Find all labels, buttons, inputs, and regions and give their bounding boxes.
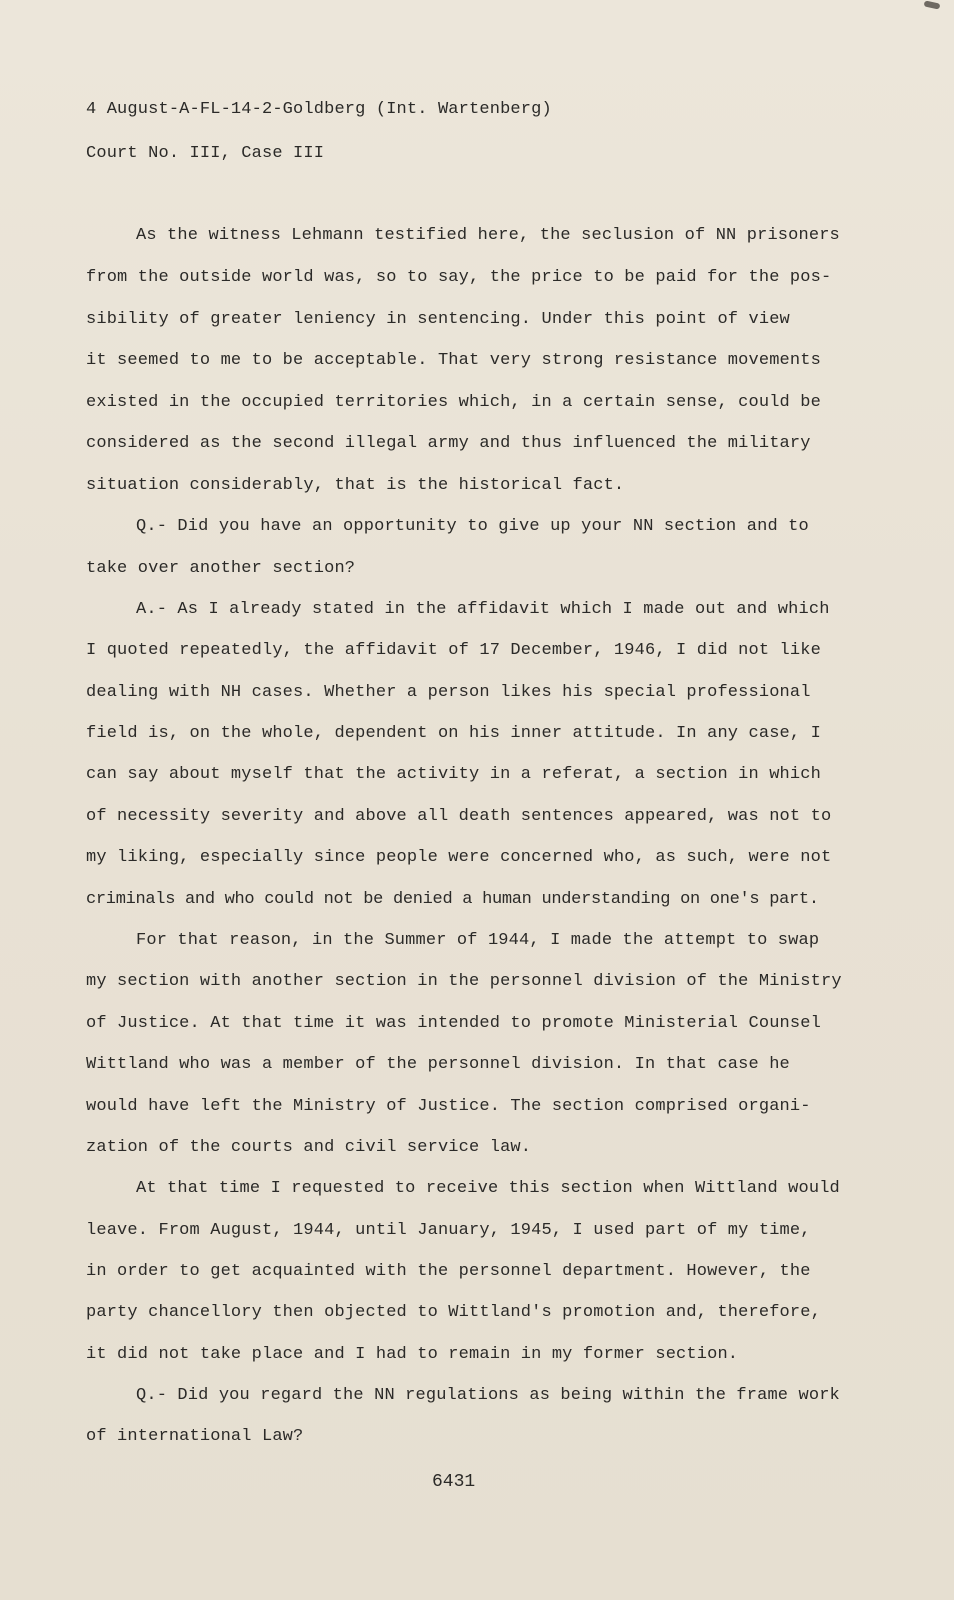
body-line: my section with another section in the personnel division of the Ministry [86,972,842,991]
body-line: sibility of greater leniency in sentencing. Under this point of view [86,310,790,329]
body-line: For that reason, in the Summer of 1944, I made the attempt to swap [136,931,820,950]
body-line: party chancellory then objected to Wittland's promotion and, therefore, [86,1303,821,1322]
body-line: from the outside world was, so to say, the price to be paid for the pos- [86,268,832,287]
body-line: Q.- Did you regard the NN regulations as being within the frame work [136,1386,840,1405]
body-line: criminals and who could not be denied a human understanding on one's part. [86,890,819,909]
body-line: of international Law? [86,1427,304,1446]
body-line: leave. From August, 1944, until January, 1945, I used part of my time, [86,1221,811,1240]
page-number: 6431 [432,1472,476,1492]
header-line-2: Court No. III, Case III [86,144,325,163]
body-line: considered as the second illegal army and thus influenced the military [86,434,811,453]
body-line: in order to get acquainted with the personnel department. However, the [86,1262,811,1281]
body-line: it seemed to me to be acceptable. That very strong resistance movements [86,351,821,370]
body-line: can say about myself that the activity in a referat, a section in which [86,765,821,784]
header-line-1: 4 August-A-FL-14-2-Goldberg (Int. Wartenberg) [86,100,552,119]
body-line: A.- As I already stated in the affidavit which I made out and which [136,600,830,619]
body-line: take over another section? [86,559,356,578]
body-line: dealing with NH cases. Whether a person likes his special professional [86,683,811,702]
body-line: of necessity severity and above all death sentences appeared, was not to [86,807,832,826]
body-line: At that time I requested to receive this section when Wittland would [136,1179,840,1198]
body-line: of Justice. At that time it was intended to promote Ministerial Counsel [86,1014,821,1033]
body-line: Wittland who was a member of the personnel division. In that case he [86,1055,790,1074]
body-line: Q.- Did you have an opportunity to give up your NN section and to [136,517,809,536]
body-line: it did not take place and I had to remain in my former section. [86,1345,739,1364]
body-line: As the witness Lehmann testified here, the seclusion of NN prisoners [136,226,840,245]
body-line: existed in the occupied territories which, in a certain sense, could be [86,393,821,412]
corner-ink-mark [924,0,941,9]
body-line: would have left the Ministry of Justice. The section comprised organi- [86,1097,811,1116]
body-line: field is, on the whole, dependent on his inner attitude. In any case, I [86,724,821,743]
body-line: my liking, especially since people were concerned who, as such, were not [86,848,832,867]
body-line: situation considerably, that is the historical fact. [86,476,625,495]
body-line: I quoted repeatedly, the affidavit of 17 December, 1946, I did not like [86,641,821,660]
body-line: zation of the courts and civil service law. [86,1138,532,1157]
